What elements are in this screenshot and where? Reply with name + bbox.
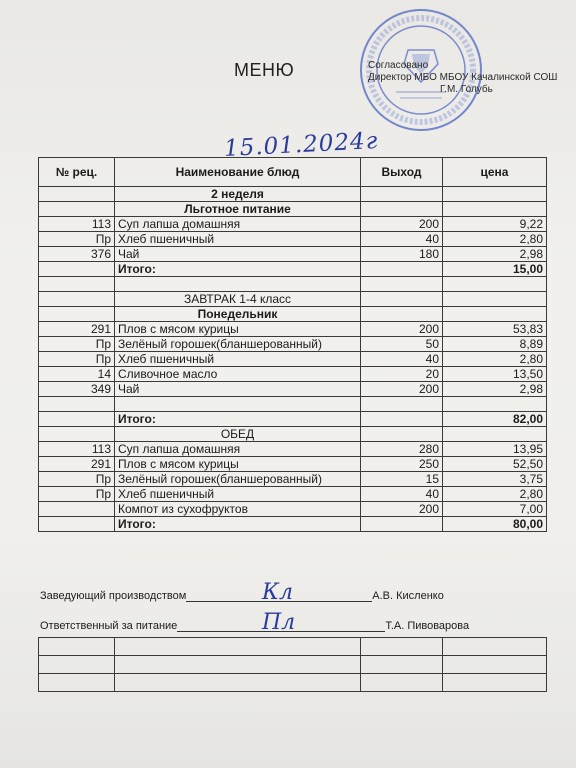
recipe-number: 291: [39, 322, 115, 337]
dish-price: 13,95: [443, 442, 547, 457]
total-value: 15,00: [443, 262, 547, 277]
approval-line: Директор МБО МБОУ Качалинской СОШ: [368, 72, 558, 83]
dish-output: 280: [361, 442, 443, 457]
total-label: Итого:: [115, 412, 361, 427]
dish-output: 50: [361, 337, 443, 352]
day-label: Понедельник: [115, 307, 361, 322]
week-row: [39, 187, 547, 202]
section-title: ЗАВТРАК 1-4 класс: [115, 292, 361, 307]
dish-name: Чай: [115, 382, 361, 397]
total-label: Итого:: [115, 262, 361, 277]
table-row: [39, 472, 547, 487]
dish-output: 200: [361, 382, 443, 397]
dish-price: 2,80: [443, 487, 547, 502]
spacer-row: [39, 277, 547, 292]
dish-price: 8,89: [443, 337, 547, 352]
column-header: Наименование блюд: [115, 158, 361, 187]
dish-name: Плов с мясом курицы: [115, 457, 361, 472]
recipe-number: Пр: [39, 352, 115, 367]
responsible-signature: Пл: [262, 610, 296, 635]
dish-price: 53,83: [443, 322, 547, 337]
dish-name: Хлеб пшеничный: [115, 487, 361, 502]
dish-name: Суп лапша домашняя: [115, 442, 361, 457]
dish-price: 2,80: [443, 352, 547, 367]
recipe-number: 113: [39, 442, 115, 457]
recipe-number: Пр: [39, 337, 115, 352]
total-value: 82,00: [443, 412, 547, 427]
dish-name: Компот из сухофруктов: [115, 502, 361, 517]
approval-block: [368, 60, 557, 96]
total-label: Итого:: [115, 517, 361, 532]
dish-output: 200: [361, 217, 443, 232]
approval-line: Согласовано: [368, 60, 429, 71]
dish-name: Суп лапша домашняя: [115, 217, 361, 232]
recipe-number: Пр: [39, 472, 115, 487]
approval-line: Г.М. Голубь: [440, 84, 493, 95]
dish-output: 15: [361, 472, 443, 487]
dish-price: 2,98: [443, 247, 547, 262]
dish-output: 200: [361, 502, 443, 517]
recipe-number: Пр: [39, 487, 115, 502]
day-row: [39, 307, 547, 322]
dish-name: Чай: [115, 247, 361, 262]
dish-name: Зелёный горошек(бланшерованный): [115, 337, 361, 352]
recipe-number: 14: [39, 367, 115, 382]
recipe-number: 291: [39, 457, 115, 472]
dish-output: 20: [361, 367, 443, 382]
total-row: [39, 517, 547, 532]
page-title: МЕНЮ: [234, 60, 295, 80]
empty-row: [39, 638, 547, 656]
table-header-row: [39, 158, 547, 187]
manager-label: Заведующий производством: [40, 590, 187, 602]
total-row: [39, 262, 547, 277]
section-title: Льготное питание: [115, 202, 361, 217]
dish-price: 3,75: [443, 472, 547, 487]
section-title-row: [39, 292, 547, 307]
dish-output: 200: [361, 322, 443, 337]
responsible-name: Т.А. Пивоварова: [385, 620, 470, 632]
dish-name: Хлеб пшеничный: [115, 232, 361, 247]
dish-output: 40: [361, 352, 443, 367]
dish-price: 2,80: [443, 232, 547, 247]
total-row: [39, 412, 547, 427]
total-value: 80,00: [443, 517, 547, 532]
column-header: № рец.: [39, 158, 115, 187]
table-row: [39, 457, 547, 472]
dish-price: 9,22: [443, 217, 547, 232]
handwritten-date: 15.01.2024г: [223, 127, 379, 163]
recipe-number: [39, 502, 115, 517]
table-row: [39, 367, 547, 382]
recipe-number: 376: [39, 247, 115, 262]
table-row: [39, 337, 547, 352]
manager-signature: Кл: [262, 580, 294, 605]
manager-signature-line: [40, 590, 444, 602]
dish-output: 40: [361, 487, 443, 502]
table-row: [39, 442, 547, 457]
empty-row: [39, 674, 547, 692]
table-row: [39, 232, 547, 247]
recipe-number: 113: [39, 217, 115, 232]
table-row: [39, 382, 547, 397]
table-row: [39, 247, 547, 262]
empty-row: [39, 656, 547, 674]
table-row: [39, 322, 547, 337]
table-row: [39, 352, 547, 367]
manager-name: А.В. Кисленко: [372, 590, 444, 602]
section-title: ОБЕД: [115, 427, 361, 442]
section-title-row: [39, 202, 547, 217]
dish-name: Хлеб пшеничный: [115, 352, 361, 367]
dish-name: Сливочное масло: [115, 367, 361, 382]
week-label: 2 неделя: [115, 187, 361, 202]
menu-table: [38, 157, 547, 532]
table-row: [39, 217, 547, 232]
responsible-label: Ответственный за питание: [40, 620, 178, 632]
recipe-number: Пр: [39, 232, 115, 247]
responsible-signature-line: [40, 620, 469, 632]
dish-output: 40: [361, 232, 443, 247]
dish-price: 52,50: [443, 457, 547, 472]
column-header: цена: [443, 158, 547, 187]
dish-output: 250: [361, 457, 443, 472]
dish-price: 13,50: [443, 367, 547, 382]
empty-table-rows: [38, 637, 547, 692]
dish-name: Зелёный горошек(бланшерованный): [115, 472, 361, 487]
table-row: [39, 502, 547, 517]
recipe-number: 349: [39, 382, 115, 397]
dish-name: Плов с мясом курицы: [115, 322, 361, 337]
column-header: Выход: [361, 158, 443, 187]
spacer-row: [39, 397, 547, 412]
dish-price: 7,00: [443, 502, 547, 517]
dish-output: 180: [361, 247, 443, 262]
table-row: [39, 487, 547, 502]
section-title-row: [39, 427, 547, 442]
dish-price: 2,98: [443, 382, 547, 397]
